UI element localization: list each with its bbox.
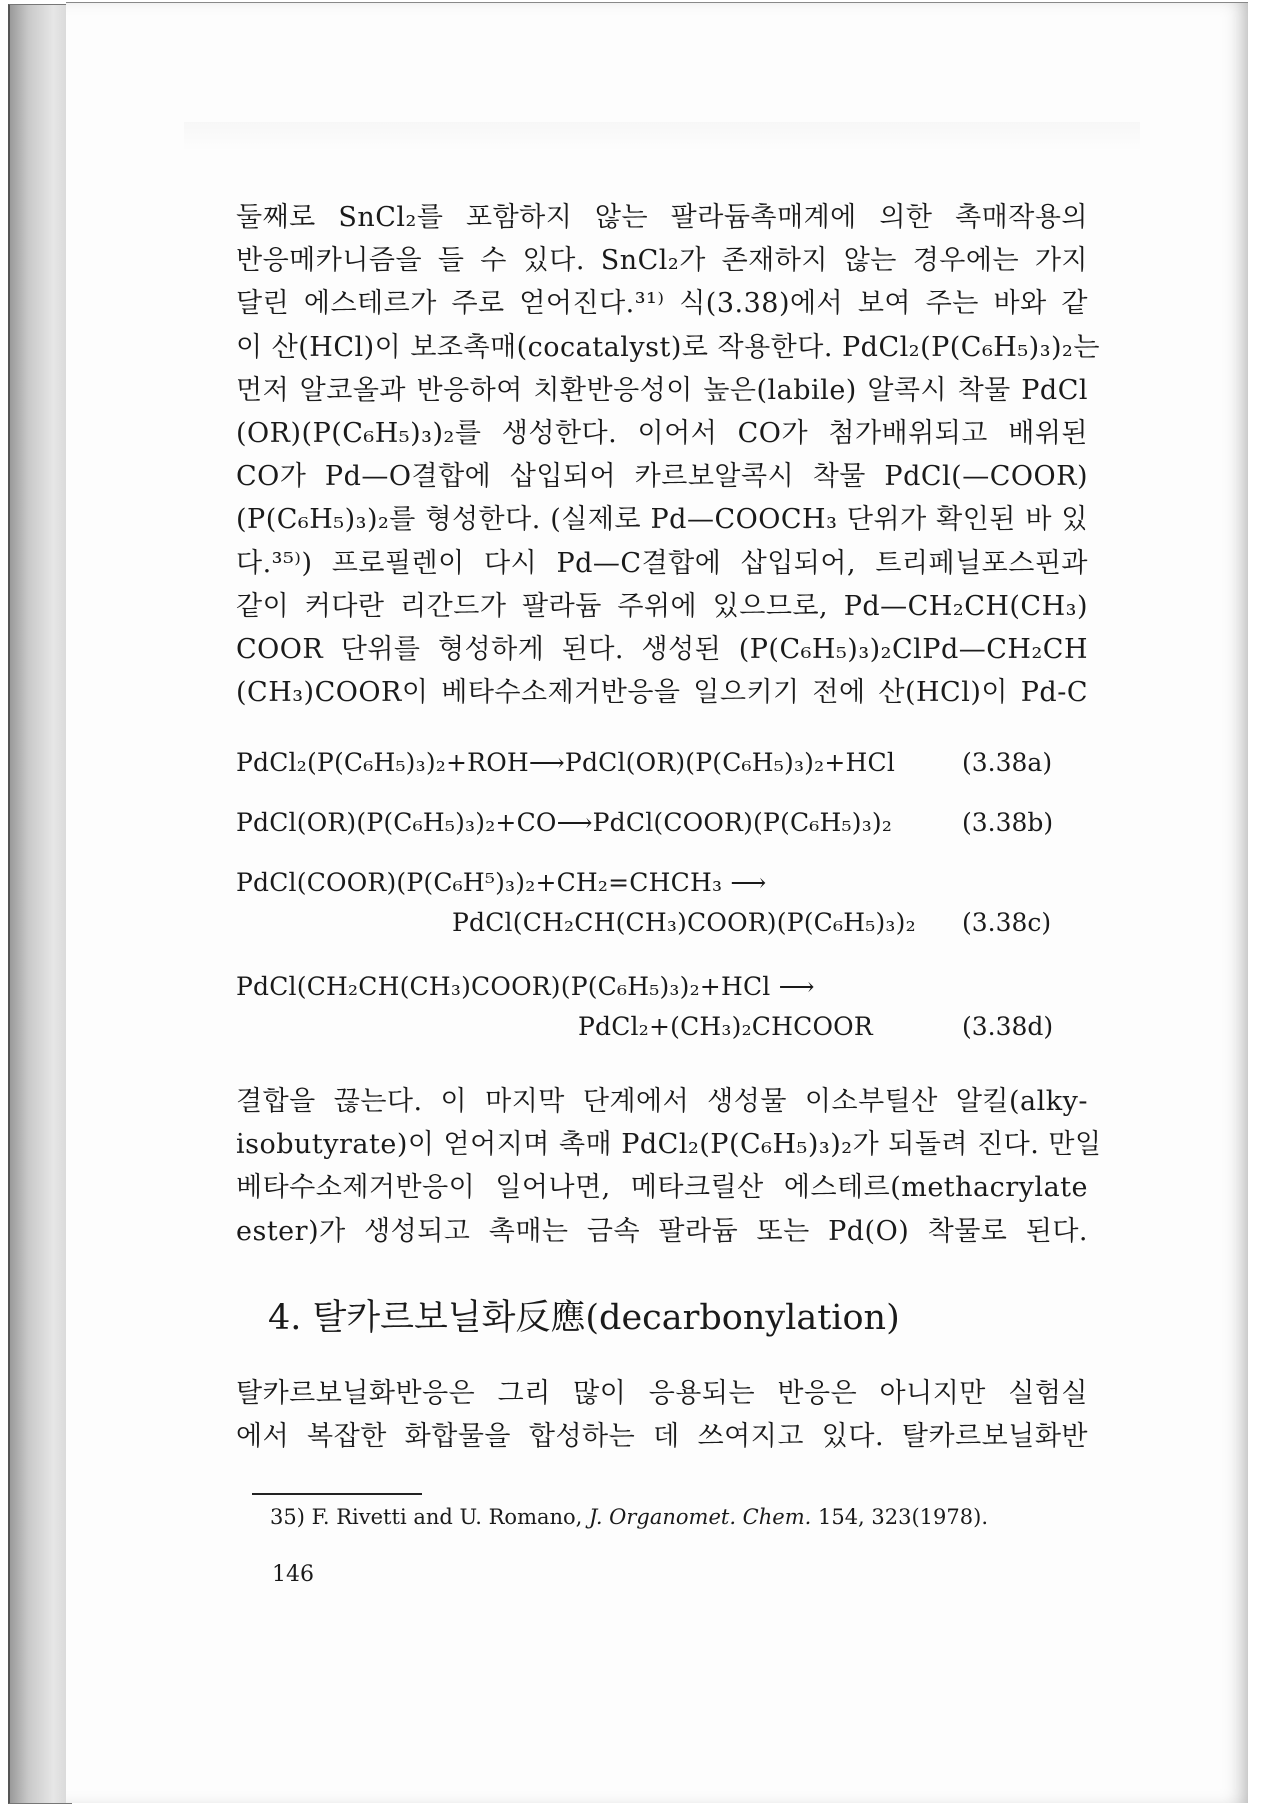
equation-3-38c-line1: PdCl(COOR)(P(C₆H⁵)₃)₂+CH₂=CHCH₃ ⟶	[236, 868, 767, 897]
text-line: 탈카르보닐화반응은 그리 많이 응용되는 반응은 아니지만 실험실	[236, 1378, 1088, 1409]
text-line: 같이 커다란 리간드가 팔라듐 주위에 있으므로, Pd—CH₂CH(CH₃)	[236, 590, 1088, 622]
book-spine-edge	[8, 4, 72, 1804]
text-line: 베타수소제거반응이 일어나면, 메타크릴산 에스테르(methacrylate	[236, 1172, 1088, 1204]
text-line: CO가 Pd—O결합에 삽입되어 카르보알콕시 착물 PdCl(—COOR)	[236, 461, 1088, 493]
text-line: 달린 에스테르가 주로 얻어진다.³¹⁾ 식(3.38)에서 보여 주는 바와 같	[236, 288, 1088, 320]
footnote-journal: J. Organomet. Chem.	[589, 1505, 812, 1529]
paragraph-mechanism	[236, 196, 1100, 714]
equation-3-38d-line1: PdCl(CH₂CH(CH₃)COOR)(P(C₆H₅)₃)₂+HCl ⟶	[236, 972, 815, 1001]
text-line: ester)가 생성되고 촉매는 금속 팔라듐 또는 Pd(O) 착물로 된다.	[236, 1215, 1088, 1247]
text-line: 반응메카니즘을 들 수 있다. SnCl₂가 존재하지 않는 경우에는 가지	[236, 245, 1088, 277]
footnote-rule	[252, 1493, 422, 1495]
equation-3-38c-line2: PdCl(CH₂CH(CH₃)COOR)(P(C₆H₅)₃)₂	[452, 908, 916, 937]
equation-number-3-38c: (3.38c)	[962, 908, 1052, 937]
page-number: 146	[272, 1562, 314, 1587]
equation-number-3-38b: (3.38b)	[962, 808, 1054, 837]
equation-number-3-38d: (3.38d)	[962, 1012, 1054, 1041]
footnote-35	[270, 1505, 988, 1529]
equation-number-3-38a: (3.38a)	[962, 748, 1053, 777]
paragraph-decarbonylation	[236, 1372, 1088, 1458]
text-line: (CH₃)COOR이 베타수소제거반응을 일으키기 전에 산(HCl)이 Pd-C	[236, 677, 1088, 709]
paragraph-beta-elimination	[236, 1080, 1102, 1253]
text-line: COOR 단위를 형성하게 된다. 생성된 (P(C₆H₅)₃)₂ClPd—CH₂CH	[236, 634, 1088, 666]
footnote-volume: 154, 323(1978).	[811, 1505, 988, 1529]
text-line: 에서 복잡한 화합물을 합성하는 데 쓰여지고 있다. 탈카르보닐화반	[236, 1421, 1088, 1453]
text-line: 둘째로 SnCl₂를 포함하지 않는 팔라듐촉매계에 의한 촉매작용의	[236, 202, 1088, 233]
equation-3-38a: PdCl₂(P(C₆H₅)₃)₂+ROH⟶PdCl(OR)(P(C₆H₅)₃)₂+HCl	[236, 748, 896, 777]
text-line: 이 산(HCl)이 보조촉매(cocatalyst)로 작용한다. PdCl₂(P(C₆H₅)₃)₂는	[236, 331, 1100, 363]
text-line: 결합을 끊는다. 이 마지막 단계에서 생성물 이소부틸산 알킬(alky-	[236, 1086, 1088, 1117]
equation-3-38d-line2: PdCl₂+(CH₃)₂CHCOOR	[578, 1012, 873, 1041]
text-line: isobutyrate)이 얻어지며 촉매 PdCl₂(P(C₆H₅)₃)₂가 되돌려 진다. 만일	[236, 1129, 1102, 1161]
text-line: 먼저 알코올과 반응하여 치환반응성이 높은(labile) 알콕시 착물 PdCl	[236, 374, 1088, 406]
text-line: 다.³⁵⁾) 프로필렌이 다시 Pd—C결합에 삽입되어, 트리페닐포스핀과	[236, 547, 1088, 579]
text-line: (OR)(P(C₆H₅)₃)₂를 생성한다. 이어서 CO가 첨가배위되고 배위된	[236, 418, 1088, 450]
footnote-authors: 35) F. Rivetti and U. Romano,	[270, 1505, 590, 1529]
page-shade	[184, 122, 1140, 152]
text-line: (P(C₆H₅)₃)₂를 형성한다. (실제로 Pd—COOCH₃ 단위가 확인된 바 있	[236, 504, 1088, 536]
equation-3-38b: PdCl(OR)(P(C₆H₅)₃)₂+CO⟶PdCl(COOR)(P(C₆H₅)₃)₂	[236, 808, 893, 837]
section-heading: 4. 탈카르보닐화反應(decarbonylation)	[268, 1298, 900, 1338]
